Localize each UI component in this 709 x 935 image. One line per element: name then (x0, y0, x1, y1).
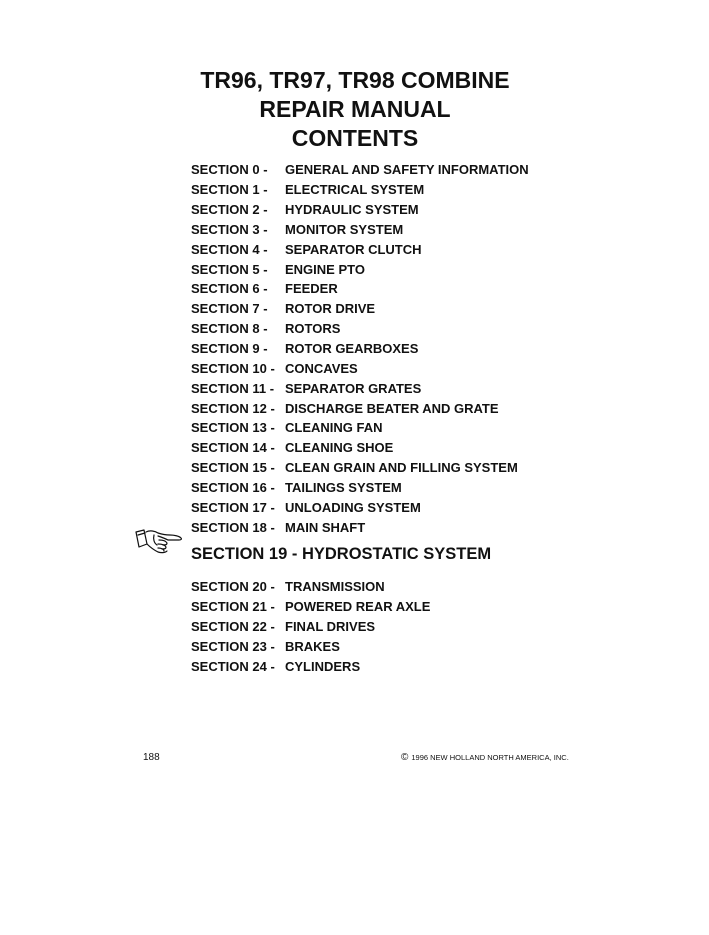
toc-entry (191, 220, 571, 240)
toc-entry (191, 398, 571, 418)
toc-entry (191, 517, 571, 537)
section-title: TAILINGS SYSTEM (285, 479, 402, 495)
toc-entry (191, 378, 571, 398)
section-number: SECTION 20 - (191, 579, 275, 595)
toc-entry (191, 259, 571, 279)
section-number: SECTION 21 - (191, 599, 275, 615)
toc-entry (191, 617, 571, 637)
section-title: TRANSMISSION (285, 579, 385, 595)
toc-entry (191, 180, 571, 200)
toc-entry (191, 299, 571, 319)
toc-entry (191, 279, 571, 299)
section-number: SECTION 1 - (191, 182, 268, 198)
section-number: SECTION 3 - (191, 221, 268, 237)
section-number: SECTION 15 - (191, 460, 275, 476)
toc-entry (191, 239, 571, 259)
copyright-text: 1996 NEW HOLLAND NORTH AMERICA, INC. (411, 753, 569, 762)
page-number: 188 (143, 752, 160, 763)
section-title: DISCHARGE BEATER AND GRATE (285, 400, 499, 416)
toc-entry (191, 418, 571, 438)
toc-entry (191, 577, 571, 597)
section-title: CYLINDERS (285, 658, 361, 674)
section-title: GENERAL AND SAFETY INFORMATION (285, 162, 529, 178)
section-number: SECTION 16 - (191, 479, 275, 495)
section-number: SECTION 10 - (191, 360, 275, 376)
section-number: SECTION 9 - (191, 341, 268, 357)
toc-entry (191, 458, 571, 478)
toc-entry (191, 319, 571, 339)
toc-entry (191, 597, 571, 617)
section-title: MAIN SHAFT (285, 519, 366, 535)
toc-entry (191, 160, 571, 180)
section-title: CLEANING SHOE (285, 440, 394, 456)
section-number: SECTION 4 - (191, 241, 268, 257)
section-title: HYDRAULIC SYSTEM (285, 202, 419, 218)
title-line-3: CONTENTS (291, 125, 419, 151)
section-title: FINAL DRIVES (285, 619, 376, 635)
section-title: SEPARATOR CLUTCH (285, 241, 422, 257)
section-number: SECTION 23 - (191, 638, 275, 654)
title-line-2: REPAIR MANUAL (259, 96, 451, 122)
section-title: MONITOR SYSTEM (285, 221, 404, 237)
toc-entry (191, 497, 571, 517)
section-title: FEEDER (285, 281, 338, 297)
manual-title (190, 66, 520, 153)
toc-entry (191, 438, 571, 458)
section-number: SECTION 5 - (191, 261, 268, 277)
contents-list-continued (191, 577, 571, 676)
section-number: SECTION 17 - (191, 499, 275, 515)
section-title: POWERED REAR AXLE (285, 599, 431, 615)
section-title: SEPARATOR GRATES (285, 380, 422, 396)
section-number: SECTION 0 - (191, 162, 268, 178)
section-title: BRAKES (285, 638, 340, 654)
copyright-icon: © (401, 752, 409, 763)
section-number: SECTION 14 - (191, 440, 275, 456)
section-number: SECTION 8 - (191, 321, 268, 337)
section-number: SECTION 22 - (191, 619, 275, 635)
contents-list (191, 160, 571, 537)
section-title: CONCAVES (285, 360, 358, 376)
section-title: UNLOADING SYSTEM (285, 499, 421, 515)
copyright-notice (401, 752, 569, 763)
section-number: SECTION 2 - (191, 202, 268, 218)
toc-entry (191, 656, 571, 676)
section-title: ENGINE PTO (285, 261, 365, 277)
section-title: ROTOR GEARBOXES (285, 341, 419, 357)
toc-entry (191, 637, 571, 657)
section-number: SECTION 11 - (191, 380, 275, 396)
section-title: ROTORS (285, 321, 341, 337)
section-number: SECTION 12 - (191, 400, 275, 416)
section-number: SECTION 6 - (191, 281, 268, 297)
section-title: CLEANING FAN (285, 420, 383, 436)
section-number: SECTION 13 - (191, 420, 275, 436)
toc-entry (191, 478, 571, 498)
section-number: SECTION 18 - (191, 519, 275, 535)
section-number: SECTION 24 - (191, 658, 275, 674)
section-number: SECTION 7 - (191, 301, 268, 317)
toc-entry (191, 358, 571, 378)
current-section-heading: SECTION 19 - HYDROSTATIC SYSTEM (191, 545, 492, 563)
section-title: ROTOR DRIVE (285, 301, 376, 317)
pointing-hand-icon (134, 526, 184, 558)
section-title: ELECTRICAL SYSTEM (285, 182, 425, 198)
toc-entry (191, 200, 571, 220)
section-title: CLEAN GRAIN AND FILLING SYSTEM (285, 460, 518, 476)
toc-entry (191, 339, 571, 359)
title-line-1: TR96, TR97, TR98 COMBINE (200, 67, 510, 93)
